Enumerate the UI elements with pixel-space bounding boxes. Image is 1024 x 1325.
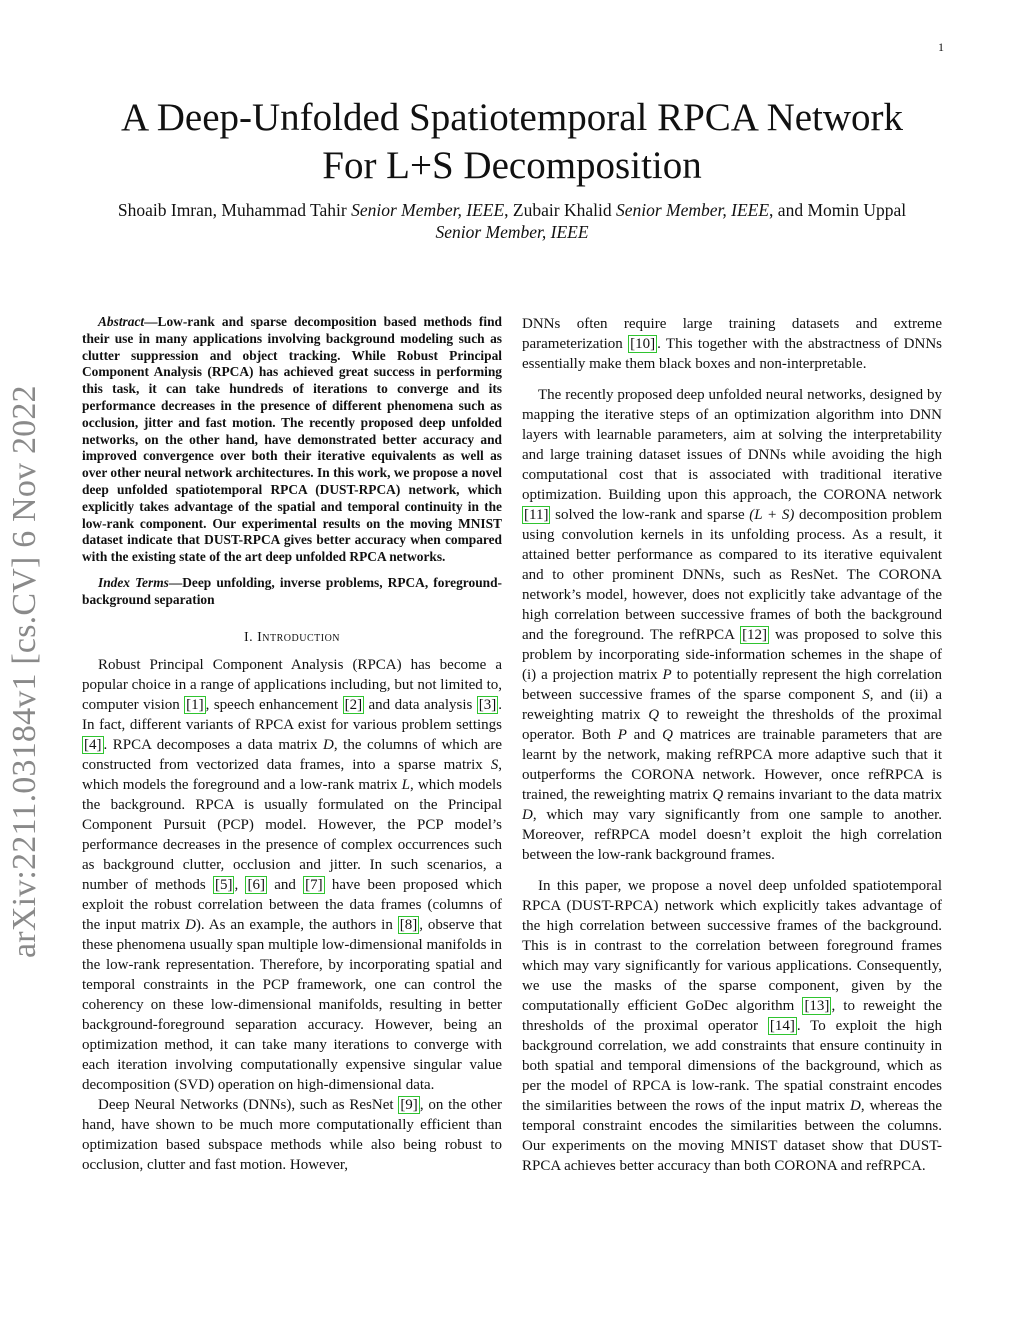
author-membership-3: Senior Member, IEEE <box>435 222 589 242</box>
author-names-1: Shoaib Imran, Muhammad Tahir <box>117 200 347 220</box>
abstract-block <box>82 314 502 609</box>
citation-link[interactable]: [14] <box>769 1018 795 1034</box>
intro-paragraph-3: The recently proposed deep unfolded neural networks, designed by mapping the iterative steps of an optimization algorithm into DNN layers with learnable parameters, aim at solving the interpretability and large training dataset issues of DNNs while avoiding the high computational cost that is associated with traditional iterative optimization. Building upon this approach, the CORONA network [11] solved the low-rank and sparse (L + S) decomposition problem using convolution kernels in its unfolding process. As a result, it attained better performance as compared to its iterative equivalent and to other prominent DNNs, such as ResNet. The CORONA network’s model, however, does not explicitly take advantage of the high correlation between successive frames of both the background and the foreground. The refRPCA [12] was proposed to solve this problem by incorporating side-information schemes in the shape of (i) a projection matrix P to potentially represent the high correlation between successive frames of the sparse component S, and (ii) a reweighting matrix Q to reweight the thresholds of the proximal operator. Both P and Q matrices are trainable parameters that are learnt by the network, making refRPCA more adaptive such that it outperforms the CORONA network. However, once refRPCA is trained, the reweighting matrix Q remains invariant to the data matrix D, which may vary significantly from one sample to another. Moreover, refRPCA model doesn’t exploit the high correlation between the low-rank background frames. <box>522 387 943 863</box>
author-names-3: , and Momin Uppal <box>769 200 907 220</box>
abstract-lead: Abstract <box>98 314 145 329</box>
citation-link[interactable]: [10] <box>630 336 656 352</box>
citation-link[interactable]: [4] <box>84 736 102 753</box>
math-variable: Q <box>648 707 660 723</box>
title-line-1: A Deep-Unfolded Spatiotemporal RPCA Network <box>120 96 904 139</box>
abstract-text: —Low-rank and sparse decomposition based methods find their use in many applications involving background modeling such as clutter suppression and object tracking. While Robust Principal Component Analysis (RPCA) has achieved great success in performing this task, it can take hundreds of iterations to converge and its performance decreases in the presence of different phenomena such as occlusion, jitter and fast motion. The recently proposed deep unfolded networks, on the other hand, have demonstrated better accuracy and improved convergence over both their iterative equivalents as well as over other neural network architectures. In this work, we propose a novel deep unfolded spatiotemporal RPCA (DUST-RPCA) network, which explicitly takes advantage of the spatial and temporal continuity in the low-rank component. Our experimental results on the moving MNIST dataset indicate that DUST-RPCA gives better accuracy when compared with the existing state of the art deep unfolded RPCA networks. <box>82 314 502 565</box>
title-line-2: For L+S Decomposition <box>322 144 702 187</box>
citation-link[interactable]: [11] <box>524 507 549 523</box>
right-column <box>522 314 942 1187</box>
intro-paragraph-continued: DNNs often require large training datasets and extreme parameterization [10] . This together with the abstractness of DNNs essentially make them black boxes and non-interpretable. <box>522 316 942 372</box>
citation-link[interactable]: [9] <box>400 1096 418 1113</box>
math-variable: P <box>617 727 627 743</box>
intro-paragraph-4: In this paper, we propose a novel deep unfolded spatiotemporal RPCA (DUST-RPCA) network which explicitly takes advantage of the high correlation between successive frames of the background. This is in contrast to the correlation between foreground frames which may vary significantly for various applications. Consequently, we use the masks of the sparse component, given by the computationally efficient GoDec algorithm [13] , to reweight the thresholds of the proximal operator [14] . To exploit the high background correlation, we add constraints that ensure continuity in both spatial and temporal dimensions of the background, which as per the model of RPCA is low-rank. The spatial constraint encodes the similarities between the rows of the input matrix D, whereas the temporal constraint encodes the similarities between the columns. Our experiments on the moving MNIST dataset show that DUST-RPCA achieves better accuracy than both CORONA and refRPCA. <box>522 878 942 1174</box>
citation-link[interactable]: [1] <box>186 696 204 713</box>
citation-link[interactable]: [7] <box>305 876 323 893</box>
math-variable: D <box>522 807 533 823</box>
intro-paragraph-2: Deep Neural Networks (DNNs), such as ResNet [9] , on the other hand, have shown to be much more computationally efficient than optimization based subspace methods while also being robust to occlusion, clutter and fast motion. However, <box>82 1096 502 1173</box>
author-membership-1: Senior Member, IEEE <box>351 200 505 220</box>
citation-link[interactable]: [5] <box>214 876 233 893</box>
introduction-body-continued <box>522 314 942 1176</box>
citation-link[interactable]: [8] <box>399 916 418 933</box>
section-heading-introduction: I. Introduction <box>243 629 341 645</box>
index-terms-lead: Index Terms <box>98 574 169 590</box>
citation-link[interactable]: [12] <box>742 627 768 643</box>
citation-link[interactable]: [13] <box>804 998 830 1014</box>
citation-link[interactable]: [6] <box>247 876 265 893</box>
intro-paragraph-1: Robust Principal Component Analysis (RPCA) has become a popular choice in a range of applications including, but not limited to, computer vision [1] , speech enhancement [2] and data analysis [3] . In fact, different variants of RPCA exist for various problem settings [4] . RPCA decomposes a data matrix D, the columns of which are constructed from vectorized data frames, into a sparse matrix S, which models the foreground and a low-rank matrix L, which models the background. RPCA is usually formulated on the Principal Component Pursuit (PCP) model. However, the PCP model’s performance decreases in the presence of complex occurrences such as background clutter, occlusion and jitter. In such scenarios, a number of methods [5] , [6] and [7] have been proposed which exploit the robust correlation between the data frames (columns of the input matrix D). As an example, the authors in [8] , observe that these phenomena usually span multiple low-dimensional manifolds in the low-rank representation. Therefore, by incorporating spatial and temporal constraints in the PCP framework, one can control the coherency on these low-dimensional manifolds, resulting in better background-foreground separation accuracy. However, being an optimization method, it can take many iterations to converge with each iteration involving computationally expensive singular value decomposition (SVD) operation on high-dimensional data. <box>82 656 502 1093</box>
author-membership-2: Senior Member, IEEE <box>615 200 770 220</box>
abstract-paragraph <box>82 314 502 566</box>
author-list <box>80 199 944 243</box>
left-column <box>82 314 502 1175</box>
paper-title <box>80 94 944 190</box>
math-variable: D <box>323 736 334 753</box>
citation-link[interactable]: [3] <box>478 696 497 713</box>
math-variable: S <box>490 756 499 773</box>
math-variable: Q <box>662 727 673 743</box>
author-names-2: , Zubair Khalid <box>504 200 612 220</box>
math-expression: (L + S) <box>749 507 795 523</box>
math-variable: P <box>662 667 672 683</box>
math-variable: L <box>401 776 410 793</box>
math-variable: D <box>185 916 196 933</box>
math-variable: S <box>862 687 870 703</box>
index-terms <box>82 575 502 609</box>
page-number: 1 <box>938 40 944 54</box>
introduction-body <box>82 655 502 1175</box>
citation-link[interactable]: [2] <box>344 696 363 713</box>
math-variable: Q <box>712 787 724 803</box>
math-variable: D <box>850 1098 861 1114</box>
index-terms-text: —Deep unfolding, inverse problems, RPCA, foreground-background separation <box>82 574 502 607</box>
arxiv-identifier-stamp[interactable]: arXiv:2211.03184v1 [cs.CV] 6 Nov 2022 <box>6 385 43 958</box>
